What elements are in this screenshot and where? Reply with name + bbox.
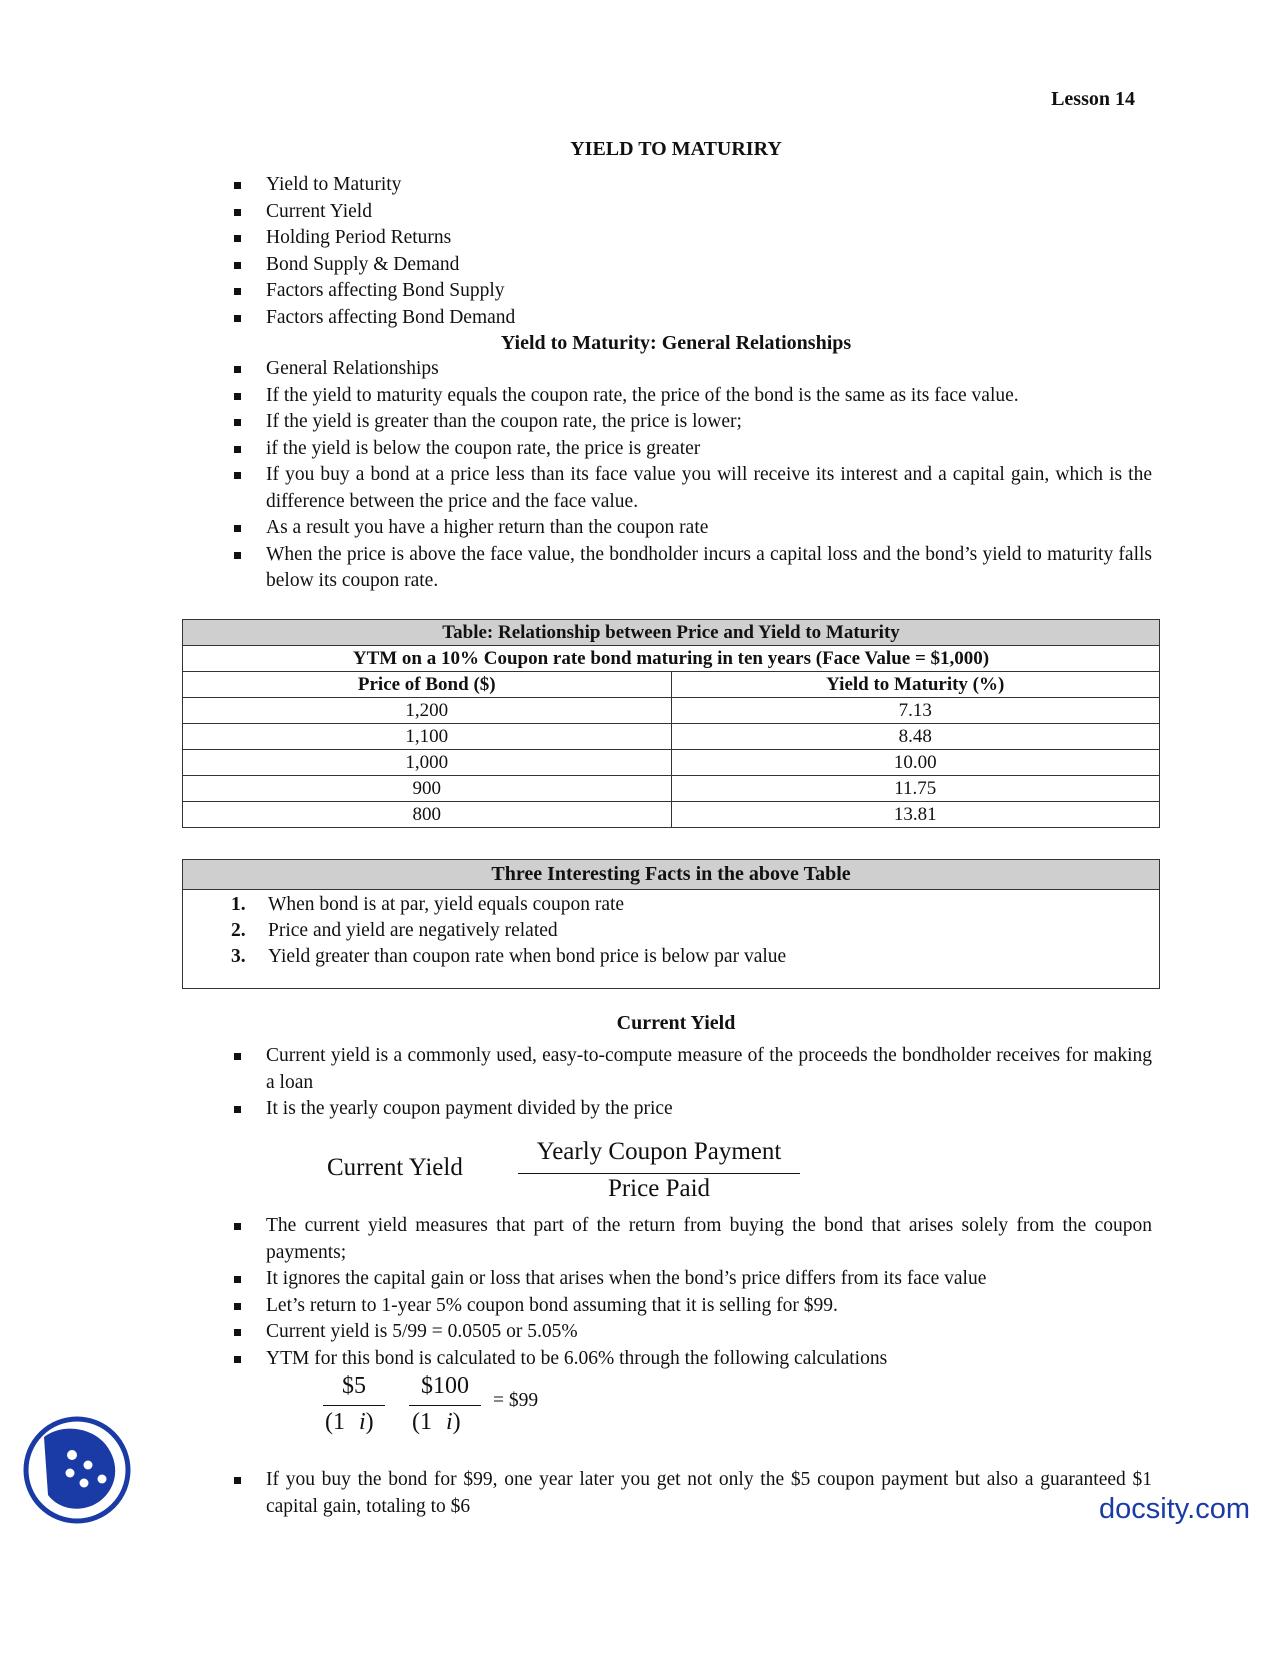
docsity-logo-icon xyxy=(22,1415,132,1525)
fraction-bar xyxy=(323,1405,385,1406)
list-item: Current yield is a commonly used, easy-to-compute measure of the proceeds the bondholder receives for making a loan xyxy=(232,1043,1152,1096)
list-item: Current yield is 5/99 = 0.0505 or 5.05% xyxy=(232,1319,1152,1346)
lesson-number: Lesson 14 xyxy=(1051,88,1135,110)
list-item: It ignores the capital gain or loss that arises when the bond’s price differs from its face value xyxy=(232,1266,1152,1293)
table-cell-yield: 10.00 xyxy=(671,750,1160,776)
list-item: General Relationships xyxy=(232,356,1152,383)
section-heading-relationships: Yield to Maturity: General Relationships xyxy=(500,332,852,354)
current-yield-list xyxy=(232,1043,1152,1123)
list-item: if the yield is below the coupon rate, the price is greater xyxy=(232,436,1152,463)
equation-result: = $99 xyxy=(493,1390,539,1411)
table-cell-yield: 7.13 xyxy=(671,698,1160,724)
list-item: YTM for this bond is calculated to be 6.06% through the following calculations xyxy=(232,1346,1152,1373)
table-cell-price: 1,200 xyxy=(183,698,672,724)
table-cell-price: 1,000 xyxy=(183,750,672,776)
list-item: If you buy the bond for $99, one year later you get not only the $5 coupon payment but also a guaranteed $1 capital gain, totaling to $6 xyxy=(232,1467,1152,1520)
item-number: 2. xyxy=(231,920,246,941)
item-text: Yield greater than coupon rate when bond price is below par value xyxy=(268,946,787,967)
item-text: When bond is at par, yield equals coupon rate xyxy=(268,894,625,915)
relationships-list xyxy=(232,356,1152,595)
list-item: If the yield to maturity equals the coupon rate, the price of the bond is the same as its face value. xyxy=(232,383,1152,410)
capital-gain-list xyxy=(232,1467,1152,1520)
table-cell-yield: 11.75 xyxy=(671,776,1160,802)
list-item: Factors affecting Bond Supply xyxy=(232,278,1152,305)
table-title: Table: Relationship between Price and Yield to Maturity xyxy=(183,620,1160,646)
table-cell-price: 900 xyxy=(183,776,672,802)
formula-denominator: Price Paid xyxy=(607,1175,711,1202)
list-item xyxy=(183,892,1159,918)
item-number: 3. xyxy=(231,946,246,967)
equation-denominator-1: (1 i) xyxy=(325,1409,374,1435)
list-item: If the yield is greater than the coupon rate, the price is lower; xyxy=(232,409,1152,436)
facts-title: Three Interesting Facts in the above Table xyxy=(183,860,1159,890)
table-row xyxy=(183,802,1160,828)
formula-lhs: Current Yield xyxy=(327,1154,463,1181)
table-cell-price: 1,100 xyxy=(183,724,672,750)
list-item: Holding Period Returns xyxy=(232,225,1152,252)
column-header-price: Price of Bond ($) xyxy=(183,672,672,698)
list-item: When the price is above the face value, the bondholder incurs a capital loss and the bond’s yield to maturity falls below its coupon rate. xyxy=(232,542,1152,595)
column-header-yield: Yield to Maturity (%) xyxy=(671,672,1160,698)
list-item: The current yield measures that part of the return from buying the bond that arises solely from the coupon payments; xyxy=(232,1213,1152,1266)
table-subtitle: YTM on a 10% Coupon rate bond maturing in ten years (Face Value = $1,000) xyxy=(183,646,1160,672)
current-yield-details-list xyxy=(232,1213,1152,1372)
table-row xyxy=(183,698,1160,724)
list-item: As a result you have a higher return than the coupon rate xyxy=(232,515,1152,542)
list-item: It is the yearly coupon payment divided by the price xyxy=(232,1096,1152,1123)
item-number: 1. xyxy=(231,894,246,915)
equation-numerator-2: $100 xyxy=(421,1373,469,1399)
list-item: Let’s return to 1-year 5% coupon bond assuming that it is selling for $99. xyxy=(232,1293,1152,1320)
list-item: Current Yield xyxy=(232,199,1152,226)
topics-list xyxy=(232,172,1152,331)
equation-numerator-1: $5 xyxy=(342,1373,366,1399)
table-cell-yield: 8.48 xyxy=(671,724,1160,750)
fraction-bar xyxy=(409,1405,481,1406)
page-title: YIELD TO MATURIRY xyxy=(570,138,782,160)
table-row xyxy=(183,724,1160,750)
list-item: Factors affecting Bond Demand xyxy=(232,305,1152,332)
equation-denominator-2: (1 i) xyxy=(412,1409,461,1435)
list-item xyxy=(183,918,1159,944)
price-yield-table xyxy=(182,619,1160,828)
table-cell-price: 800 xyxy=(183,802,672,828)
list-item xyxy=(183,944,1159,970)
formula-numerator: Yearly Coupon Payment xyxy=(536,1138,782,1165)
table-row xyxy=(183,776,1160,802)
item-text: Price and yield are negatively related xyxy=(268,920,558,941)
fraction-bar xyxy=(518,1173,800,1174)
section-heading-current-yield: Current Yield xyxy=(616,1012,736,1034)
table-row xyxy=(183,750,1160,776)
docsity-brand[interactable]: docsity.com xyxy=(1099,1493,1250,1525)
table-cell-yield: 13.81 xyxy=(671,802,1160,828)
facts-box xyxy=(182,859,1160,989)
list-item: If you buy a bond at a price less than its face value you will receive its interest and a capital gain, which is the difference between the price and the face value. xyxy=(232,462,1152,515)
list-item: Bond Supply & Demand xyxy=(232,252,1152,279)
list-item: Yield to Maturity xyxy=(232,172,1152,199)
